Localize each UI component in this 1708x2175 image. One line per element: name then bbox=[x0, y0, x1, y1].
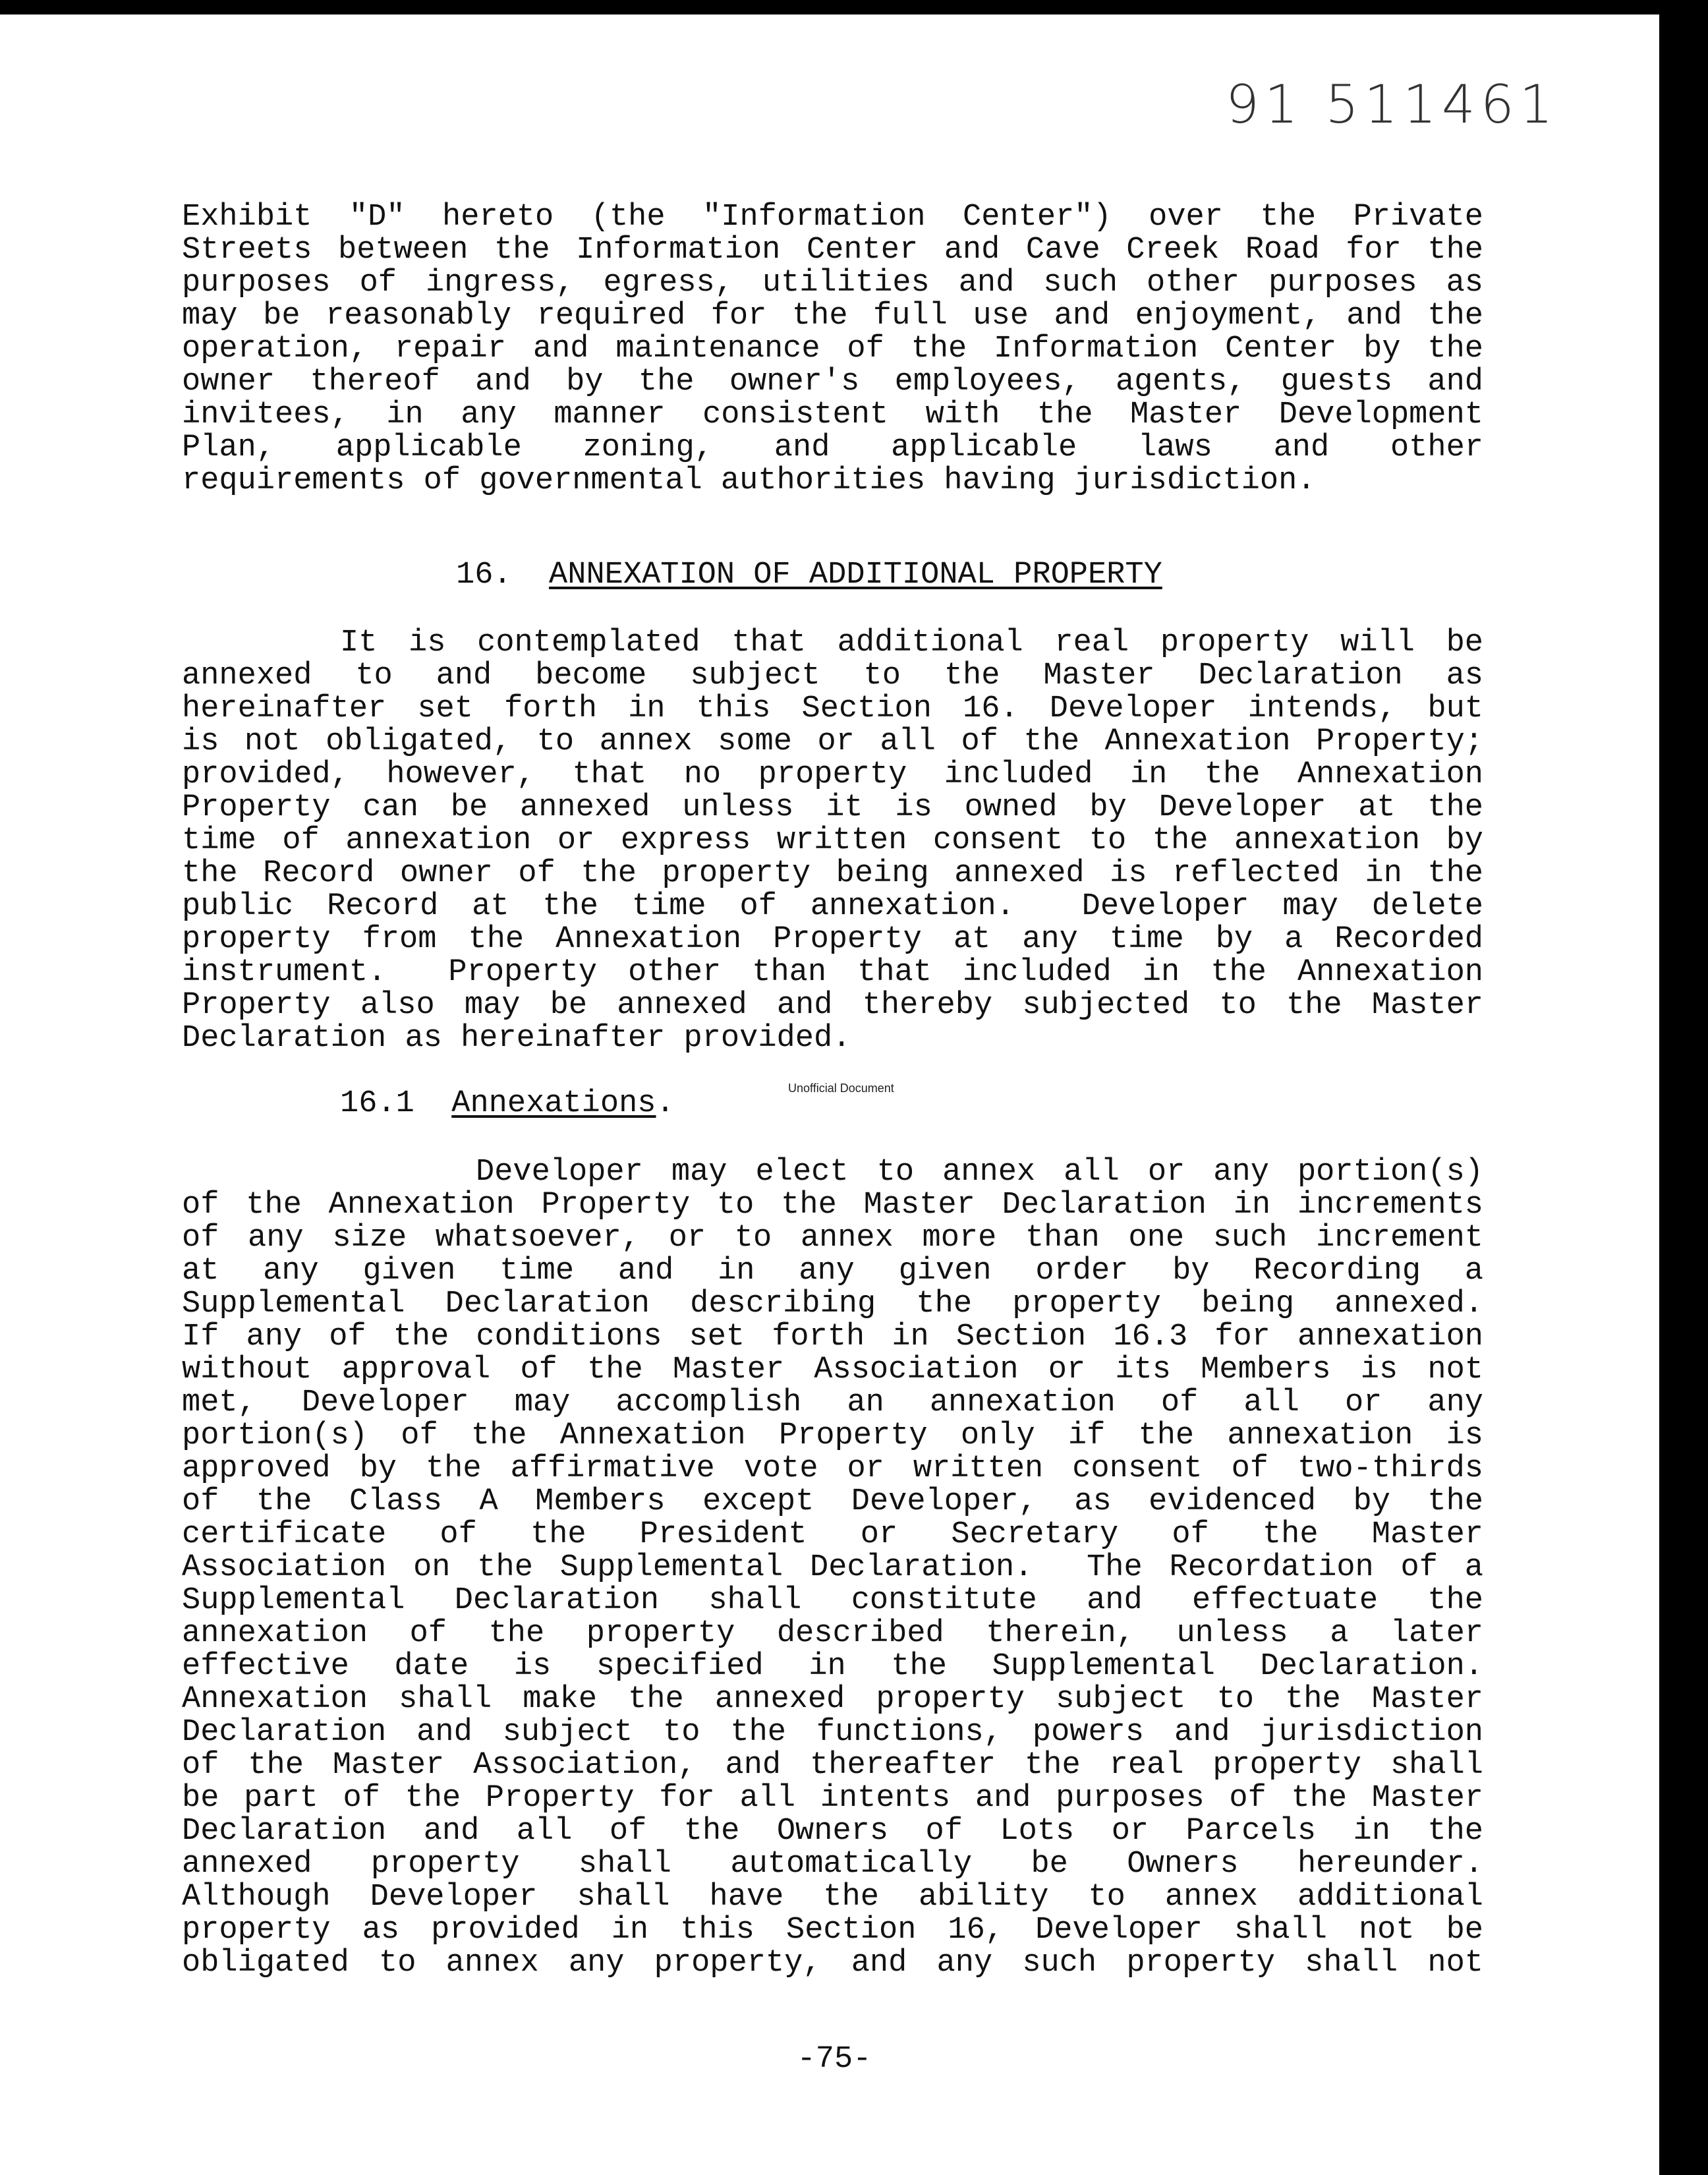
recording-number-stamp: 91 511461 bbox=[1226, 74, 1558, 135]
paragraph-2-line: provided, however, that no property included in the Annexation bbox=[182, 757, 1483, 792]
paragraph-1-line: Streets between the Information Center and Cave Creek Road for the bbox=[182, 233, 1483, 268]
paragraph-3-line: of the Master Association, and thereafter the real property shall bbox=[182, 1748, 1483, 1783]
paragraph-2-line: hereinafter set forth in this Section 16. Developer intends, but bbox=[182, 691, 1483, 726]
paragraph-2-line: public Record at the time of annexation. Developer may delete bbox=[182, 889, 1483, 924]
paragraph-3-line: Declaration and subject to the functions, powers and jurisdiction bbox=[182, 1715, 1483, 1750]
paragraph-1-line: operation, repair and maintenance of the Information Center by the bbox=[182, 332, 1483, 366]
paragraph-3-line: annexed property shall automatically be Owners hereunder. bbox=[182, 1847, 1483, 1882]
paragraph-3-line: approved by the affirmative vote or written consent of two-thirds bbox=[182, 1451, 1483, 1486]
paragraph-3-line: of the Annexation Property to the Master Declaration in increments bbox=[182, 1188, 1483, 1223]
section-16-1-period: . bbox=[656, 1086, 675, 1121]
paragraph-3-line: be part of the Property for all intents and purposes of the Master bbox=[182, 1781, 1483, 1816]
paragraph-1-line: Plan, applicable zoning, and applicable laws and other bbox=[182, 430, 1483, 465]
paragraph-3-line: of any size whatsoever, or to annex more than one such increment bbox=[182, 1221, 1483, 1256]
paragraph-2-line: Property can be annexed unless it is owned by Developer at the bbox=[182, 790, 1483, 825]
paragraph-2-line: Declaration as hereinafter provided. bbox=[182, 1021, 851, 1056]
paragraph-1-line: requirements of governmental authorities having jurisdiction. bbox=[182, 463, 1316, 498]
paragraph-2-line: property from the Annexation Property at any time by a Recorded bbox=[182, 922, 1483, 957]
paragraph-3-line: Annexation shall make the annexed property subject to the Master bbox=[182, 1682, 1483, 1717]
section-16-title: ANNEXATION OF ADDITIONAL PROPERTY bbox=[549, 558, 1162, 593]
section-16-1-number: 16.1 bbox=[340, 1086, 414, 1121]
paragraph-1-line: invitees, in any manner consistent with the Master Development bbox=[182, 397, 1483, 432]
paragraph-2-line: It is contemplated that additional real property will be bbox=[340, 625, 1483, 660]
paragraph-3-line: annexation of the property described therein, unless a later bbox=[182, 1616, 1483, 1651]
paragraph-3-line: Developer may elect to annex all or any portion(s) bbox=[476, 1155, 1483, 1190]
paragraph-3-line: effective date is specified in the Supplemental Declaration. bbox=[182, 1649, 1483, 1684]
paragraph-1-line: Exhibit "D" hereto (the "Information Center") over the Private bbox=[182, 200, 1483, 235]
paragraph-1-line: purposes of ingress, egress, utilities and such other purposes as bbox=[182, 266, 1483, 301]
paragraph-2-line: instrument. Property other than that included in the Annexation bbox=[182, 955, 1483, 990]
paragraph-3-line: Supplemental Declaration shall constitute and effectuate the bbox=[182, 1583, 1483, 1618]
paragraph-1-line: owner thereof and by the owner's employees, agents, guests and bbox=[182, 364, 1483, 399]
paragraph-3-line: property as provided in this Section 16, Developer shall not be bbox=[182, 1913, 1483, 1948]
paragraph-3-line: at any given time and in any given order by Recording a bbox=[182, 1254, 1483, 1289]
paragraph-3-line: If any of the conditions set forth in Section 16.3 for annexation bbox=[182, 1320, 1483, 1354]
paragraph-3-line: certificate of the President or Secretary of the Master bbox=[182, 1517, 1483, 1552]
page-number: -75- bbox=[797, 2042, 872, 2077]
scan-right-border bbox=[1659, 0, 1708, 2175]
paragraph-3-line: without approval of the Master Association or its Members is not bbox=[182, 1352, 1483, 1387]
paragraph-2-line: is not obligated, to annex some or all of the Annexation Property; bbox=[182, 724, 1483, 759]
paragraph-3-line: portion(s) of the Annexation Property only if the annexation is bbox=[182, 1418, 1483, 1453]
section-16-heading bbox=[456, 559, 1162, 592]
paragraph-2-line: the Record owner of the property being annexed is reflected in the bbox=[182, 856, 1483, 891]
paragraph-2-line: time of annexation or express written consent to the annexation by bbox=[182, 823, 1483, 858]
paragraph-2-line: Property also may be annexed and thereby subjected to the Master bbox=[182, 988, 1483, 1023]
scan-top-border bbox=[0, 0, 1708, 14]
paragraph-2-line: annexed to and become subject to the Master Declaration as bbox=[182, 658, 1483, 693]
paragraph-1-line: may be reasonably required for the full use and enjoyment, and the bbox=[182, 299, 1483, 334]
section-16-number: 16. bbox=[456, 558, 512, 593]
paragraph-3-line: met, Developer may accomplish an annexation of all or any bbox=[182, 1385, 1483, 1420]
paragraph-3-line: Supplemental Declaration describing the property being annexed. bbox=[182, 1287, 1483, 1321]
section-16-1-title: Annexations bbox=[451, 1086, 656, 1121]
section-16-1-heading bbox=[340, 1088, 675, 1120]
paragraph-3-line: obligated to annex any property, and any such property shall not bbox=[182, 1946, 1483, 1981]
unofficial-document-watermark: Unofficial Document bbox=[788, 1082, 894, 1095]
paragraph-3-line: of the Class A Members except Developer, as evidenced by the bbox=[182, 1484, 1483, 1519]
paragraph-3-line: Although Developer shall have the ability to annex additional bbox=[182, 1880, 1483, 1915]
paragraph-3-line: Declaration and all of the Owners of Lots or Parcels in the bbox=[182, 1814, 1483, 1849]
paragraph-3-line: Association on the Supplemental Declaration. The Recordation of a bbox=[182, 1550, 1483, 1585]
